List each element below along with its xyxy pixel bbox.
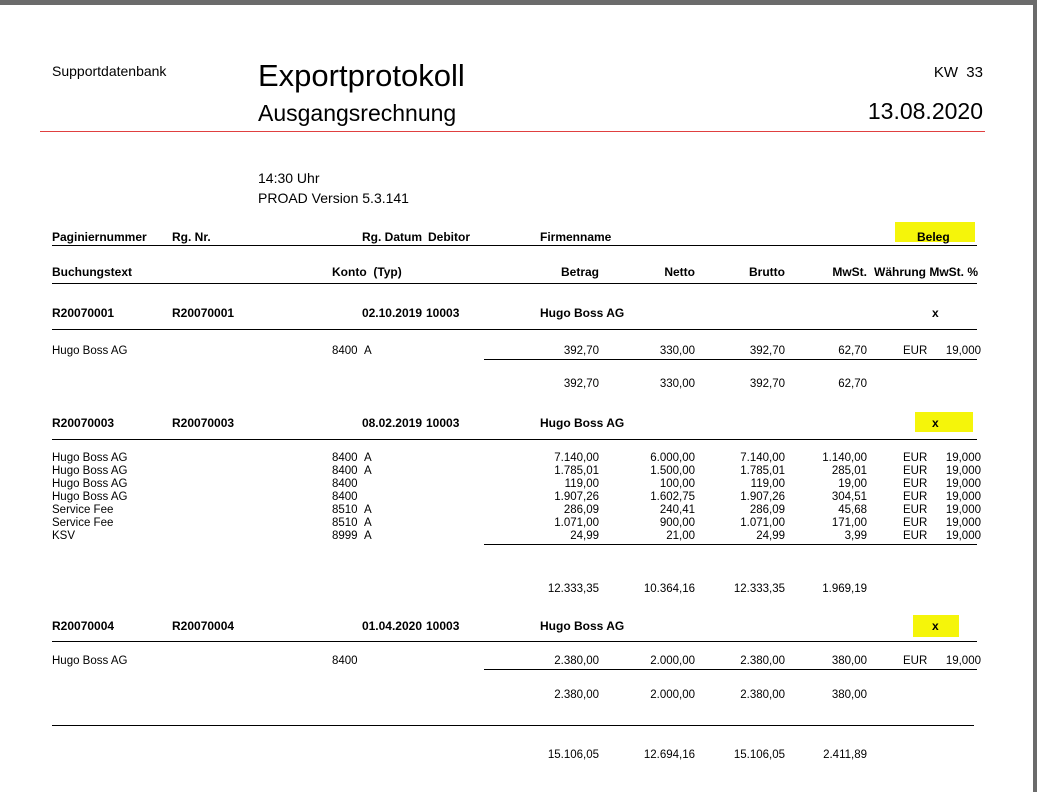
line-pct: 19,000: [945, 478, 981, 490]
invoice-pag: R20070004: [52, 619, 115, 633]
line-currency: EUR: [903, 452, 928, 464]
line-currency: EUR: [903, 465, 928, 477]
invoice-date: 08.02.2019: [361, 416, 422, 430]
invoice-beleg-mark: x: [932, 416, 939, 430]
line-currency: EUR: [903, 655, 928, 667]
line-betrag: 286,09: [563, 504, 599, 516]
line-pct: 19,000: [945, 530, 981, 542]
line-betrag: 1.785,01: [554, 465, 599, 477]
sum-netto: 10.364,16: [643, 583, 695, 595]
col-pagination: Paginiernummer: [52, 230, 147, 244]
header-rule-2: [52, 283, 977, 284]
line-typ: A: [364, 504, 372, 516]
line-konto: 8400: [332, 655, 358, 667]
line-typ: A: [364, 345, 372, 357]
sum-brutto: 12.333,35: [733, 583, 785, 595]
app-version: PROAD Version 5.3.141: [258, 190, 409, 206]
line-konto: 8510: [332, 504, 358, 516]
line-netto: 100,00: [659, 478, 695, 490]
line-text: Service Fee: [52, 517, 114, 529]
sum-rule: [484, 359, 977, 360]
line-konto: 8999: [332, 530, 358, 542]
line-pct: 19,000: [945, 345, 981, 357]
col-betrag: Betrag: [560, 265, 599, 279]
line-text: Hugo Boss AG: [52, 345, 128, 357]
invoice-beleg-mark: x: [932, 619, 939, 633]
line-pct: 19,000: [945, 465, 981, 477]
line-netto: 1.602,75: [650, 491, 695, 503]
sum-betrag: 2.380,00: [554, 689, 599, 701]
line-mwst: 304,51: [831, 491, 867, 503]
line-netto: 6.000,00: [650, 452, 695, 464]
line-mwst: 3,99: [844, 530, 867, 542]
line-brutto: 392,70: [749, 345, 785, 357]
col-beleg: Beleg: [917, 230, 950, 244]
line-pct: 19,000: [945, 504, 981, 516]
line-text: Service Fee: [52, 504, 114, 516]
line-brutto: 1.071,00: [740, 517, 785, 529]
col-netto: Netto: [664, 265, 695, 279]
line-mwst: 1.140,00: [822, 452, 867, 464]
invoice-date: 01.04.2020: [361, 619, 422, 633]
line-konto: 8400: [332, 345, 358, 357]
col-debitor: Debitor: [428, 230, 470, 244]
line-mwst: 19,00: [838, 478, 867, 490]
invoice-debitor: 10003: [426, 306, 460, 320]
line-betrag: 7.140,00: [554, 452, 599, 464]
sum-rule: [484, 544, 977, 545]
col-buchungstext: Buchungstext: [52, 265, 133, 279]
sum-mwst: 380,00: [831, 689, 867, 701]
sum-rule: [484, 669, 977, 670]
line-brutto: 119,00: [750, 478, 785, 490]
line-betrag: 24,99: [570, 530, 599, 542]
line-text: Hugo Boss AG: [52, 465, 128, 477]
line-currency: EUR: [903, 491, 928, 503]
line-pct: 19,000: [945, 517, 981, 529]
line-netto: 1.500,00: [650, 465, 695, 477]
col-konto: Konto (Typ): [332, 265, 402, 279]
line-mwst: 45,68: [838, 504, 867, 516]
header-rule-1: [52, 245, 977, 246]
line-konto: 8400: [332, 478, 358, 490]
sum-mwst: 1.969,19: [822, 583, 867, 595]
line-netto: 21,00: [666, 530, 695, 542]
line-text: KSV: [52, 530, 76, 542]
invoice-beleg-mark: x: [932, 306, 939, 320]
grand-total-betrag: 15.106,05: [547, 749, 599, 761]
sum-netto: 330,00: [659, 378, 695, 390]
line-mwst: 380,00: [831, 655, 867, 667]
invoice-rule: [52, 329, 977, 330]
line-netto: 2.000,00: [650, 655, 695, 667]
line-konto: 8510: [332, 517, 358, 529]
invoice-debitor: 10003: [426, 416, 460, 430]
line-konto: 8400: [332, 491, 358, 503]
line-konto: 8400: [332, 465, 358, 477]
line-betrag: 1.071,00: [554, 517, 599, 529]
line-mwst: 62,70: [838, 345, 867, 357]
line-pct: 19,000: [945, 491, 981, 503]
calendar-week: KW 33: [933, 64, 983, 81]
col-rg-datum: Rg. Datum: [362, 230, 422, 244]
sum-brutto: 392,70: [749, 378, 785, 390]
line-typ: A: [364, 452, 372, 464]
sum-mwst: 62,70: [838, 378, 867, 390]
invoice-firm: Hugo Boss AG: [540, 416, 625, 430]
line-betrag: 119,00: [564, 478, 599, 490]
line-brutto: 2.380,00: [740, 655, 785, 667]
line-currency: EUR: [903, 517, 928, 529]
line-brutto: 1.907,26: [740, 491, 785, 503]
invoice-date: 02.10.2019: [361, 306, 422, 320]
line-text: Hugo Boss AG: [52, 491, 128, 503]
invoice-debitor: 10003: [426, 619, 460, 633]
page-top-border: [0, 0, 1037, 5]
line-netto: 330,00: [659, 345, 695, 357]
page-subtitle: Ausgangsrechnung: [258, 100, 457, 126]
invoice-rg: R20070001: [172, 306, 235, 320]
invoice-rg: R20070004: [172, 619, 235, 633]
line-betrag: 392,70: [563, 345, 599, 357]
line-currency: EUR: [903, 345, 928, 357]
line-currency: EUR: [903, 530, 928, 542]
line-betrag: 2.380,00: [554, 655, 599, 667]
line-text: Hugo Boss AG: [52, 478, 128, 490]
line-mwst: 285,01: [831, 465, 867, 477]
invoice-rule: [52, 439, 977, 440]
line-typ: A: [364, 530, 372, 542]
invoice-firm: Hugo Boss AG: [540, 306, 625, 320]
line-brutto: 7.140,00: [740, 452, 785, 464]
line-text: Hugo Boss AG: [52, 655, 128, 667]
invoice-pag: R20070003: [52, 416, 115, 430]
sum-betrag: 12.333,35: [547, 583, 599, 595]
line-konto: 8400: [332, 452, 358, 464]
line-typ: A: [364, 517, 372, 529]
sum-brutto: 2.380,00: [740, 689, 785, 701]
header-divider: [40, 131, 985, 132]
line-brutto: 1.785,01: [740, 465, 785, 477]
col-brutto: Brutto: [749, 265, 785, 279]
line-netto: 900,00: [659, 517, 695, 529]
grand-total-mwst: 2.411,89: [823, 749, 867, 761]
page-title: Exportprotokoll: [258, 58, 465, 93]
invoice-firm: Hugo Boss AG: [540, 619, 625, 633]
line-netto: 240,41: [659, 504, 695, 516]
line-brutto: 286,09: [749, 504, 785, 516]
line-betrag: 1.907,26: [554, 491, 599, 503]
report-date: 13.08.2020: [867, 98, 983, 124]
line-typ: A: [364, 465, 372, 477]
sum-betrag: 392,70: [563, 378, 599, 390]
sum-netto: 2.000,00: [650, 689, 695, 701]
export-time: 14:30 Uhr: [258, 170, 320, 186]
line-brutto: 24,99: [756, 530, 785, 542]
beleg-highlight: [915, 412, 973, 432]
line-pct: 19,000: [945, 452, 981, 464]
grand-total-rule: [52, 725, 974, 726]
line-mwst: 171,00: [831, 517, 867, 529]
app-name: Supportdatenbank: [52, 63, 167, 79]
grand-total-brutto: 15.106,05: [733, 749, 785, 761]
page-right-border: [1033, 0, 1037, 792]
invoice-pag: R20070001: [52, 306, 115, 320]
line-pct: 19,000: [945, 655, 981, 667]
invoice-rule: [52, 641, 977, 642]
col-firmenname: Firmenname: [540, 230, 612, 244]
col-mwst: MwSt.: [832, 265, 867, 279]
line-currency: EUR: [903, 504, 928, 516]
line-currency: EUR: [903, 478, 928, 490]
col-rg-nr: Rg. Nr.: [172, 230, 211, 244]
grand-total-netto: 12.694,16: [643, 749, 695, 761]
col-waehrung-mwst-pct: Währung MwSt. %: [874, 265, 978, 279]
line-text: Hugo Boss AG: [52, 452, 128, 464]
invoice-rg: R20070003: [172, 416, 235, 430]
